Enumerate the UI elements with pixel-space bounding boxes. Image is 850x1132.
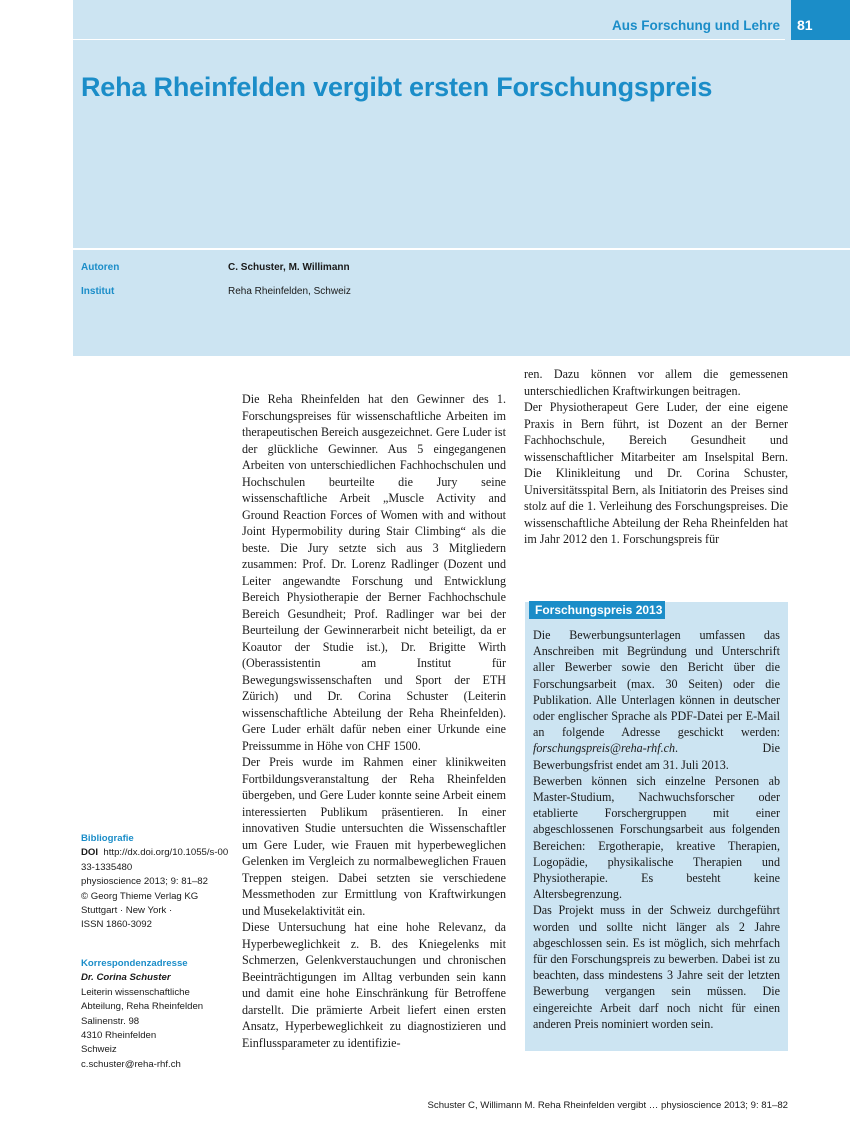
address-line: Abteilung, Reha Rheinfelden xyxy=(81,1001,204,1013)
paragraph: Der Preis wurde im Rahmen einer klinikweiten Fortbildungsveranstaltung der Reha Rheinfelden übergeben, und Gere Luder konnte seine Arbeit einem interessierten Publikum präsentieren. In einer innovativen Studie untersuchten die Wissenschaftler um Gere Luder, wie Frauen mit hyperbeweglichen Gelenken im Vergleich zu normalbeweglichen Frauen Treppen steigen. Dabei setzten sie verschiedene Messmethoden zur Ermittlung von Kraftwirkungen und Musekelaktivität ein. xyxy=(242,755,506,918)
section-label: Aus Forschung und Lehre xyxy=(611,18,780,33)
info-box-body xyxy=(533,627,780,1032)
address-city: 4310 Rheinfelden xyxy=(81,1030,157,1042)
address-line: Leiterin wissenschaftliche xyxy=(81,986,190,998)
paragraph: Diese Untersuchung hat eine hohe Relevanz, da Hyperbeweglichkeit z. B. des Kniegelenks mit Schmerzen, Gelenkverstauchungen und chronischen Beeinträchtigungen im Alltag verbunden sein kann und damit eine hohe Einschränkung für Betroffene darstellt. Die prämierte Arbeit liefert einen ersten Ansatz, Hyperbeweglichkeit zu diagnostizieren und Einflussparameter zu identifizie- xyxy=(242,920,506,1050)
institute-row xyxy=(81,286,351,297)
authors-row xyxy=(81,262,350,273)
correspondent-name: Dr. Corina Schuster xyxy=(81,972,171,984)
doi-line xyxy=(81,846,231,875)
bibliography xyxy=(81,832,231,933)
paragraph: Der Physiotherapeut Gere Luder, der eine eigene Praxis in Bern führt, ist Dozent an der Berner Fachhochschule, Bereich Gesundheit und wissenschaftlicher Mitarbeiter am Inselspital Bern. Die Klinikleitung und Dr. Corina Schuster, Universitätsspital Bern, als Initiatorin des Preises sind stolz auf die 1. Verleihung des Forschungspreises. Die wissenschaftliche Abteilung der Reha Rheinfelden hat im Jahr 2012 den 1. Forschungspreis für xyxy=(524,400,788,546)
body-column-2 xyxy=(524,366,788,548)
info-paragraph: Bewerben können sich einzelne Personen ab Master-Studium, Nachwuchsforscher oder etablierte Forschergruppen mit einer abgeschlossenen Forschungsarbeit aus folgenden Bereichen: Ergotherapie, kreative Therapien, Logopädie, physikalische Therapien und Physiotherapie. Es besteht keine Altersbegrenzung. xyxy=(533,773,780,902)
page-number: 81 xyxy=(791,0,850,40)
correspondence-email[interactable]: c.schuster@reha-rhf.ch xyxy=(81,1058,181,1070)
info-box-title: Forschungspreis 2013 xyxy=(529,601,665,619)
institute-label: Institut xyxy=(81,286,115,297)
info-text: . Die Bewerbungsfrist endet am 31. Juli 2013. xyxy=(533,741,780,772)
issn: ISSN 1860-3092 xyxy=(81,919,152,931)
authors: C. Schuster, M. Willimann xyxy=(228,262,350,273)
doi-link[interactable]: http://dx.doi.org/10.1055/s-0033-1335480 xyxy=(81,847,229,873)
info-paragraph xyxy=(533,627,780,773)
info-paragraph: Das Projekt muss in der Schweiz durchgeführt worden und sollte nicht länger als 2 Jahre abgeschlossen sein. Es ist möglich, sich mehrfach für den Forschungspreis zu bewerben. Dabei ist zu beachten, dass mindestens 3 Jahre seit der letzten Bewerbung vergangen sein müssen. Die eingereichte Arbeit darf noch nicht für einen anderen Preis nominiert worden sein. xyxy=(533,903,780,1031)
info-text: Die Bewerbungsunterlagen umfassen das Anschreiben mit Begründung und Unterschrift aller Bewerber sowie den Bericht über die Forschungsarbeit (max. 30 Seiten) oder die Publikation. Alle Unterlagen können in deutscher oder englischer Sprache als PDF-Datei per E-Mail an folgende Adresse geschickt werden: xyxy=(533,628,780,740)
authors-label: Autoren xyxy=(81,262,120,273)
institute: Reha Rheinfelden, Schweiz xyxy=(228,286,351,297)
address-street: Salinenstr. 98 xyxy=(81,1015,140,1027)
body-column-1 xyxy=(242,391,506,1051)
paragraph: Die Reha Rheinfelden hat den Gewinner des 1. Forschungspreises für wissenschaftliche Arbeiten im therapeutischen Bereich ausgezeichnet. Gere Luder ist der glückliche Gewinner. Aus 5 eingegangenen Arbeiten von unterschiedlichen Fachhochschulen und Hochschulen beurteilte die Jury seine wissenschaftliche Arbeit „Muscle Activity and Ground Reaction Forces of Women with and without Joint Hypermobility during Stair Climbing“ als die beste. Die Jury setzte sich aus 3 Mitgliedern zusammen: Prof. Dr. Lorenz Radlinger (Dozent und Leiter angewandte Forschung und Entwicklung Bereich Physiotherapie der Berner Fachhochschule Bereich Gesundheit; Prof. Radlinger war bei der Beurteilung der Gewinnerarbeit nicht beteiligt, da er Koautor der Studie ist.), Dr. Brigitte Wirth (Oberassistentin am Institut für Bewegungswissenschaften und Sport der ETH Zürich) und Dr. Corina Schuster (Leiterin wissenschaftliche Abteilung der Reha Rheinfelden). Gere Luder erhält dafür neben einer Urkunde eine Preissumme in Höhe von CHF 1500. xyxy=(242,392,506,753)
copyright: © Georg Thieme Verlag KG xyxy=(81,890,199,902)
footer-citation: Schuster C, Willimann M. Reha Rheinfelden vergibt … physioscience 2013; 9: 81–82 xyxy=(427,1100,788,1111)
correspondence-address xyxy=(81,957,231,1072)
paragraph: ren. Dazu können vor allem die gemessenen unterschiedlichen Kraftwirkungen beitragen. xyxy=(524,367,788,398)
journal-ref: physioscience 2013; 9: 81–82 xyxy=(81,876,208,888)
address-country: Schweiz xyxy=(81,1044,117,1056)
header-band xyxy=(73,0,850,248)
article-title: Reha Rheinfelden vergibt ersten Forschungspreis xyxy=(81,72,713,102)
correspondence-heading: Korrespondenzadresse xyxy=(81,958,188,969)
doi-label: DOI xyxy=(81,847,99,859)
publisher-city: Stuttgart · New York · xyxy=(81,905,173,917)
email-link[interactable]: forschungspreis@reha-rhf.ch xyxy=(533,741,676,756)
bibliography-heading: Bibliografie xyxy=(81,833,134,844)
header-rule xyxy=(73,39,785,40)
